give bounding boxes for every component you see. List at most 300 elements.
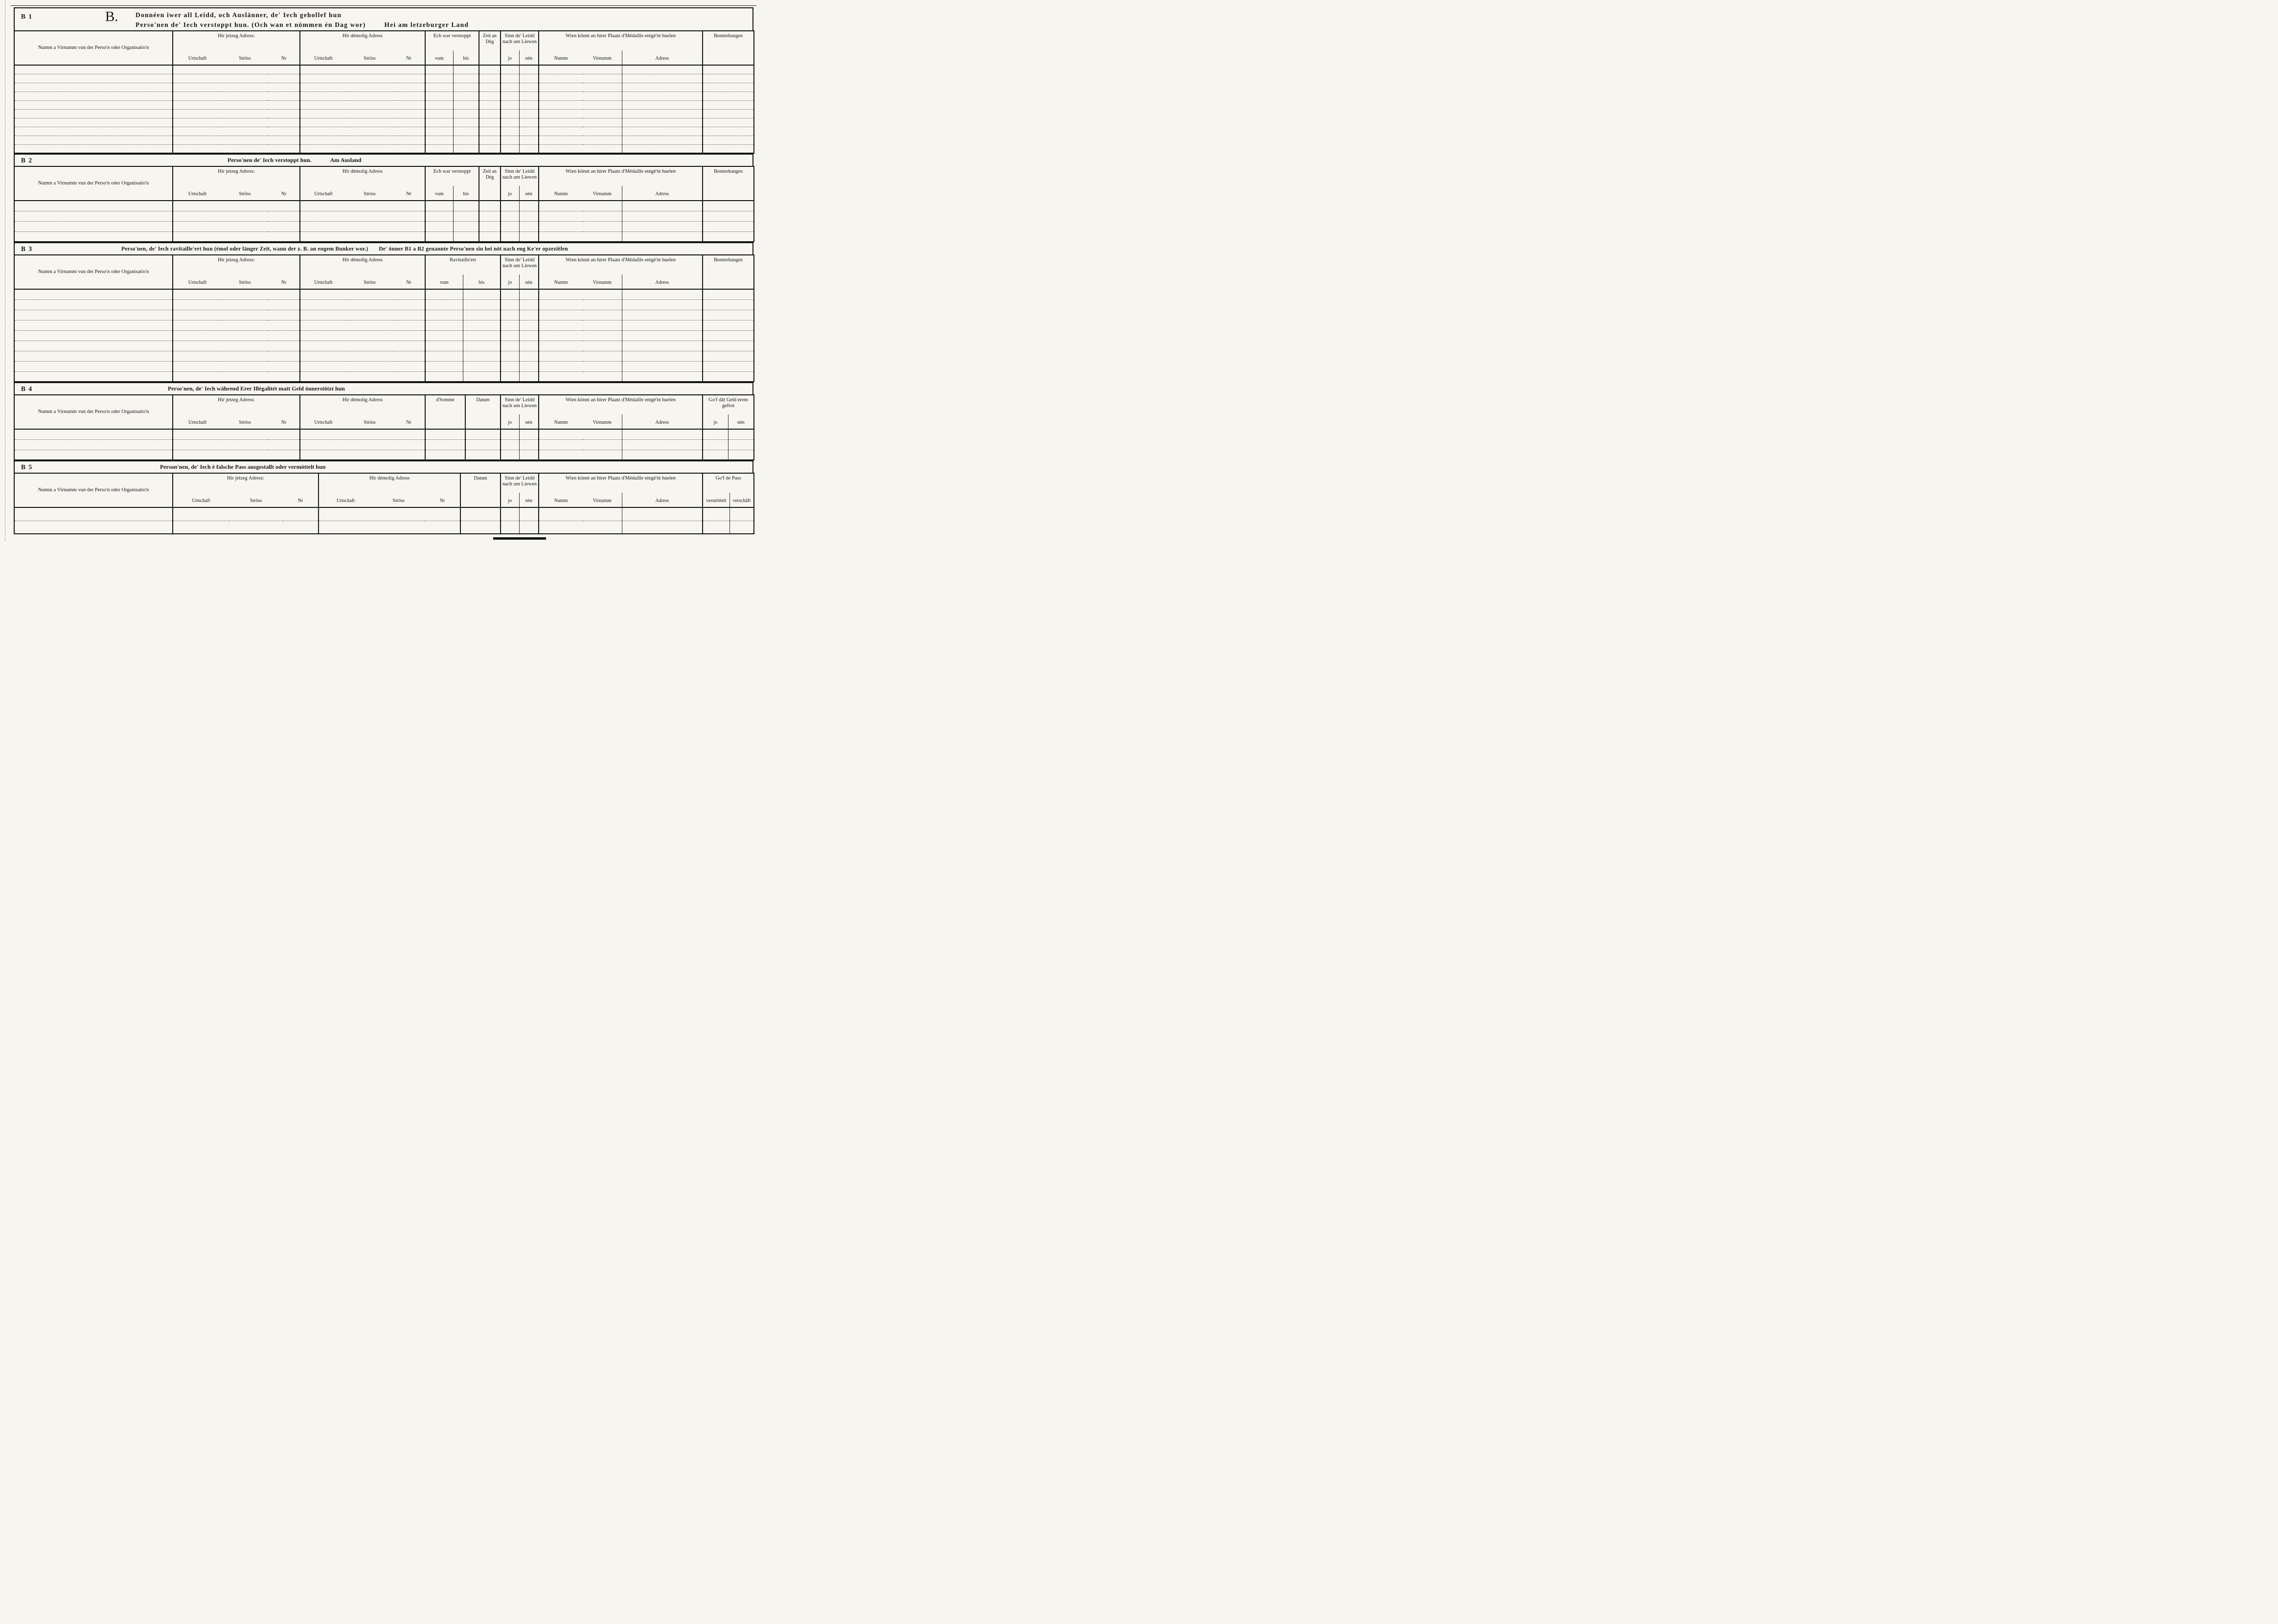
entry-cell [229,521,283,534]
entry-cell [501,450,519,460]
section-title-text: Perso'nen, de' Iech während Erer Illégalitét matt Geld önnerstötzt hun [168,385,345,392]
column-subheader: Nr [393,274,425,289]
section-big-letter: B. [105,9,118,24]
entry-row [14,429,754,439]
entry-row [14,289,754,299]
entry-cell [539,521,583,534]
entry-cell [425,221,453,231]
entry-cell [453,109,479,118]
entry-cell [463,371,501,382]
column-header: Numm a Virnumm vun der Perso'n oder Organisatio'n [14,395,173,429]
column-header: Wien könnt an hirer Plaatz d'Médaille entgé'nt huelen [539,473,703,493]
entry-cell [622,289,703,299]
entry-cell [222,439,268,450]
entry-cell [703,136,754,144]
entry-cell [425,361,463,371]
column-subheader: Adress [622,186,703,201]
column-header: Hir jetzeg Adress: [173,473,319,493]
entry-cell [14,100,173,109]
column-subheader: Nr [268,274,300,289]
column-subheader: Adress [622,414,703,429]
entry-cell [425,231,453,242]
entry-cell [519,201,539,211]
entry-cell [622,439,703,450]
entry-cell [222,429,268,439]
column-subheader: Urtschaft [173,50,222,65]
entry-cell [393,100,425,109]
entry-cell [173,351,222,361]
entry-cell [622,310,703,320]
entry-cell [222,136,268,144]
entry-cell [539,429,583,439]
column-subheader: Urtschaft [173,274,222,289]
column-subheader: jo [501,274,519,289]
entry-cell [583,83,622,91]
section-title-bar [14,7,753,30]
column-subheader: nén [519,50,539,65]
entry-cell [173,310,222,320]
entry-row [14,83,754,91]
entry-cell [583,231,622,242]
entry-cell [14,201,173,211]
form-section-b2 [14,154,753,242]
entry-cell [14,109,173,118]
section-titles [121,244,568,254]
column-header: Datum [460,473,501,507]
entry-cell [703,351,754,361]
entry-row [14,371,754,382]
entry-cell [622,136,703,144]
entry-cell [519,118,539,127]
entry-cell [501,320,519,330]
entry-cell [268,118,300,127]
column-header: Hir jetzeg Adress: [173,166,300,186]
column-subheader: jo [703,414,728,429]
entry-cell [268,361,300,371]
entry-cell [300,450,346,460]
entry-cell [463,341,501,351]
column-subheader: Nr [393,414,425,429]
entry-cell [222,330,268,341]
column-subheader: vum [425,50,453,65]
entry-cell [583,507,622,521]
entry-cell [460,507,501,521]
entry-cell [703,289,754,299]
entry-cell [703,341,754,351]
entry-cell [173,100,222,109]
entry-cell [425,310,463,320]
entry-row [14,521,754,534]
entry-cell [703,83,754,91]
column-header: Go'f de Pass [703,473,754,493]
section-title-text: Donnéen iwer all Leidd, och Auslänner, de' Iech gehollef hun [136,11,342,19]
column-subheader: Nr [393,50,425,65]
entry-cell [453,201,479,211]
entry-row [14,118,754,127]
column-subheader: Urtschaft [173,186,222,201]
entry-cell [425,83,453,91]
entry-cell [519,310,539,320]
form-section-b5 [14,460,753,534]
entry-cell [393,136,425,144]
entry-cell [173,521,229,534]
entry-cell [300,83,346,91]
entry-cell [229,507,283,521]
section-title-text: Perso'nen, de' Iech ravitaille'ert hun (émol oder länger Zeit, wann der z. B. an engem Bunker wor.) [121,246,368,252]
entry-cell [703,429,728,439]
entry-cell [393,118,425,127]
entry-row [14,341,754,351]
entry-cell [479,231,501,242]
entry-cell [173,341,222,351]
entry-cell [300,289,346,299]
entry-cell [222,83,268,91]
entry-cell [479,100,501,109]
entry-row [14,74,754,83]
entry-cell [300,91,346,100]
entry-cell [501,144,519,153]
entry-cell [453,65,479,74]
column-header: Bemierkungen [703,31,754,65]
section-title-line [160,463,325,471]
entry-cell [300,231,346,242]
entry-cell [703,371,754,382]
entry-cell [300,74,346,83]
entry-cell [393,144,425,153]
form-section-b1 [14,7,753,154]
entry-cell [519,507,539,521]
entry-cell [539,310,583,320]
section-table-b4 [14,394,754,460]
section-id-label: B 3 [21,245,33,252]
column-header: Zeit an Dég [479,166,501,201]
entry-cell [173,221,222,231]
entry-cell [425,320,463,330]
entry-cell [583,100,622,109]
entry-cell [222,371,268,382]
entry-cell [393,65,425,74]
column-subheader: verschâft [729,493,754,507]
entry-cell [463,289,501,299]
entry-cell [222,211,268,221]
entry-cell [346,91,393,100]
entry-cell [501,429,519,439]
column-header: Numm a Virnumm vun der Perso'n oder Organisatio'n [14,31,173,65]
entry-cell [479,65,501,74]
entry-cell [346,144,393,153]
section-title-side: De' önner B1 a B2 genannte Perso'nen sin hei nöt nach eng Ke'er opzeziëlen [379,246,568,252]
entry-cell [501,439,519,450]
entry-cell [346,74,393,83]
entry-cell [479,91,501,100]
entry-cell [583,521,622,534]
entry-cell [14,299,173,310]
entry-row [14,127,754,136]
entry-cell [519,341,539,351]
entry-cell [519,439,539,450]
column-subheader: Ströss [229,493,283,507]
entry-cell [519,351,539,361]
entry-cell [453,211,479,221]
entry-cell [425,330,463,341]
column-subheader: vermöttelt [703,493,729,507]
entry-cell [346,127,393,136]
entry-cell [453,118,479,127]
entry-cell [173,371,222,382]
entry-cell [519,144,539,153]
entry-cell [703,127,754,136]
column-subheader: Ströss [346,186,393,201]
entry-cell [222,221,268,231]
entry-cell [453,136,479,144]
entry-cell [346,231,393,242]
entry-cell [346,201,393,211]
column-header: Ech war verstoppt [425,31,479,50]
section-title-text: Perso'nen de' Iech verstoppt hun. [228,157,312,164]
entry-cell [583,330,622,341]
entry-cell [14,429,173,439]
entry-cell [703,320,754,330]
column-header: Wien könnt an hirer Plaatz d'Médaille entgé'nt huelen [539,395,703,414]
column-subheader: Nr [283,493,319,507]
column-header: Numm a Virnumm vun der Perso'n oder Organisatio'n [14,473,173,507]
entry-cell [583,136,622,144]
entry-cell [300,371,346,382]
entry-cell [393,330,425,341]
entry-cell [393,361,425,371]
column-subheader: Urtschaft [173,493,229,507]
entry-cell [501,310,519,320]
entry-row [14,299,754,310]
column-header: d'Somme [425,395,465,429]
entry-cell [268,299,300,310]
entry-cell [173,429,222,439]
entry-cell [173,320,222,330]
entry-cell [539,65,583,74]
column-subheader: nén [519,414,539,429]
entry-cell [501,83,519,91]
entry-cell [268,201,300,211]
entry-cell [268,100,300,109]
entry-cell [539,330,583,341]
entry-row [14,65,754,74]
entry-cell [519,289,539,299]
entry-cell [703,221,754,231]
entry-cell [222,231,268,242]
entry-cell [268,450,300,460]
section-title-bar [14,460,753,473]
entry-cell [173,74,222,83]
entry-cell [393,211,425,221]
column-subheader: Adress [622,274,703,289]
entry-cell [300,361,346,371]
column-subheader: Nr [268,186,300,201]
entry-cell [300,65,346,74]
entry-cell [173,450,222,460]
entry-cell [519,100,539,109]
entry-cell [479,83,501,91]
entry-cell [300,341,346,351]
entry-cell [222,310,268,320]
scan-artifact-mark [493,537,546,540]
section-title-side: Am Ausland [330,157,362,164]
entry-cell [703,65,754,74]
entry-cell [283,521,319,534]
entry-cell [14,371,173,382]
section-title-bar [14,154,753,166]
form-sheet [14,7,753,534]
entry-cell [222,320,268,330]
entry-cell [393,450,425,460]
entry-cell [622,320,703,330]
column-subheader: Urtschaft [300,274,346,289]
entry-cell [268,83,300,91]
entry-cell [583,127,622,136]
entry-cell [453,83,479,91]
entry-cell [622,91,703,100]
entry-cell [463,330,501,341]
entry-cell [519,521,539,534]
entry-cell [539,118,583,127]
entry-cell [222,289,268,299]
entry-cell [583,109,622,118]
entry-cell [222,144,268,153]
entry-cell [453,144,479,153]
entry-cell [14,351,173,361]
entry-cell [501,231,519,242]
entry-cell [703,521,729,534]
column-header: Hir démolig Adress [300,31,425,50]
entry-cell [268,109,300,118]
entry-cell [519,83,539,91]
entry-cell [425,127,453,136]
column-subheader: Ströss [222,50,268,65]
entry-cell [300,351,346,361]
entry-cell [453,100,479,109]
entry-cell [319,521,372,534]
entry-cell [14,507,173,521]
entry-cell [14,450,173,460]
entry-cell [346,299,393,310]
section-id-label: B 1 [21,13,33,20]
entry-cell [583,351,622,361]
entry-cell [501,201,519,211]
entry-cell [501,211,519,221]
column-header: Hir jetzeg Adress: [173,255,300,274]
column-subheader: vum [425,274,463,289]
entry-cell [222,351,268,361]
entry-cell [622,127,703,136]
entry-cell [14,127,173,136]
entry-cell [425,109,453,118]
column-subheader: Adress [622,493,703,507]
entry-cell [583,320,622,330]
entry-cell [346,341,393,351]
entry-cell [583,299,622,310]
entry-row [14,100,754,109]
column-subheader: vum [425,186,453,201]
entry-cell [539,74,583,83]
entry-cell [425,118,453,127]
entry-cell [300,201,346,211]
column-subheader: Urtschaft [300,50,346,65]
column-subheader: jo [501,50,519,65]
column-header: Hir jetzeg Adress: [173,31,300,50]
entry-cell [268,91,300,100]
column-header: Hir démolig Adress [300,395,425,414]
entry-row [14,351,754,361]
entry-cell [501,109,519,118]
entry-cell [173,83,222,91]
entry-cell [583,201,622,211]
entry-cell [583,289,622,299]
entry-cell [346,221,393,231]
column-subheader: Ströss [222,274,268,289]
entry-cell [346,65,393,74]
column-subheader: bis [453,50,479,65]
entry-cell [393,341,425,351]
entry-row [14,136,754,144]
section-title-line [121,245,568,253]
column-subheader: Numm [539,414,583,429]
section-title-bar [14,382,753,394]
entry-cell [425,100,453,109]
entry-cell [14,341,173,351]
entry-cell [479,118,501,127]
entry-cell [268,211,300,221]
entry-row [14,144,754,153]
entry-cell [425,521,460,534]
entry-cell [300,299,346,310]
entry-cell [222,201,268,211]
entry-cell [346,109,393,118]
entry-cell [222,299,268,310]
entry-cell [372,507,425,521]
entry-cell [519,361,539,371]
entry-cell [346,450,393,460]
entry-cell [300,109,346,118]
entry-cell [519,65,539,74]
entry-cell [539,109,583,118]
entry-row [14,330,754,341]
section-id-label: B 4 [21,385,33,392]
column-subheader: Ströss [372,493,425,507]
entry-cell [501,127,519,136]
entry-cell [268,65,300,74]
column-header: Ech war verstoppt [425,166,479,186]
entry-cell [622,65,703,74]
section-title-bar [14,242,753,254]
entry-cell [479,127,501,136]
entry-cell [14,521,173,534]
entry-cell [539,507,583,521]
entry-cell [583,91,622,100]
section-title-line [168,385,345,393]
entry-cell [173,65,222,74]
entry-cell [268,429,300,439]
column-subheader: Ströss [222,414,268,429]
entry-cell [14,221,173,231]
section-id-label: B 2 [21,156,33,164]
entry-cell [583,450,622,460]
entry-cell [14,310,173,320]
entry-cell [173,361,222,371]
entry-cell [519,299,539,310]
entry-cell [539,83,583,91]
column-header: Hir démolig Adress [300,255,425,274]
entry-cell [703,330,754,341]
entry-cell [703,100,754,109]
